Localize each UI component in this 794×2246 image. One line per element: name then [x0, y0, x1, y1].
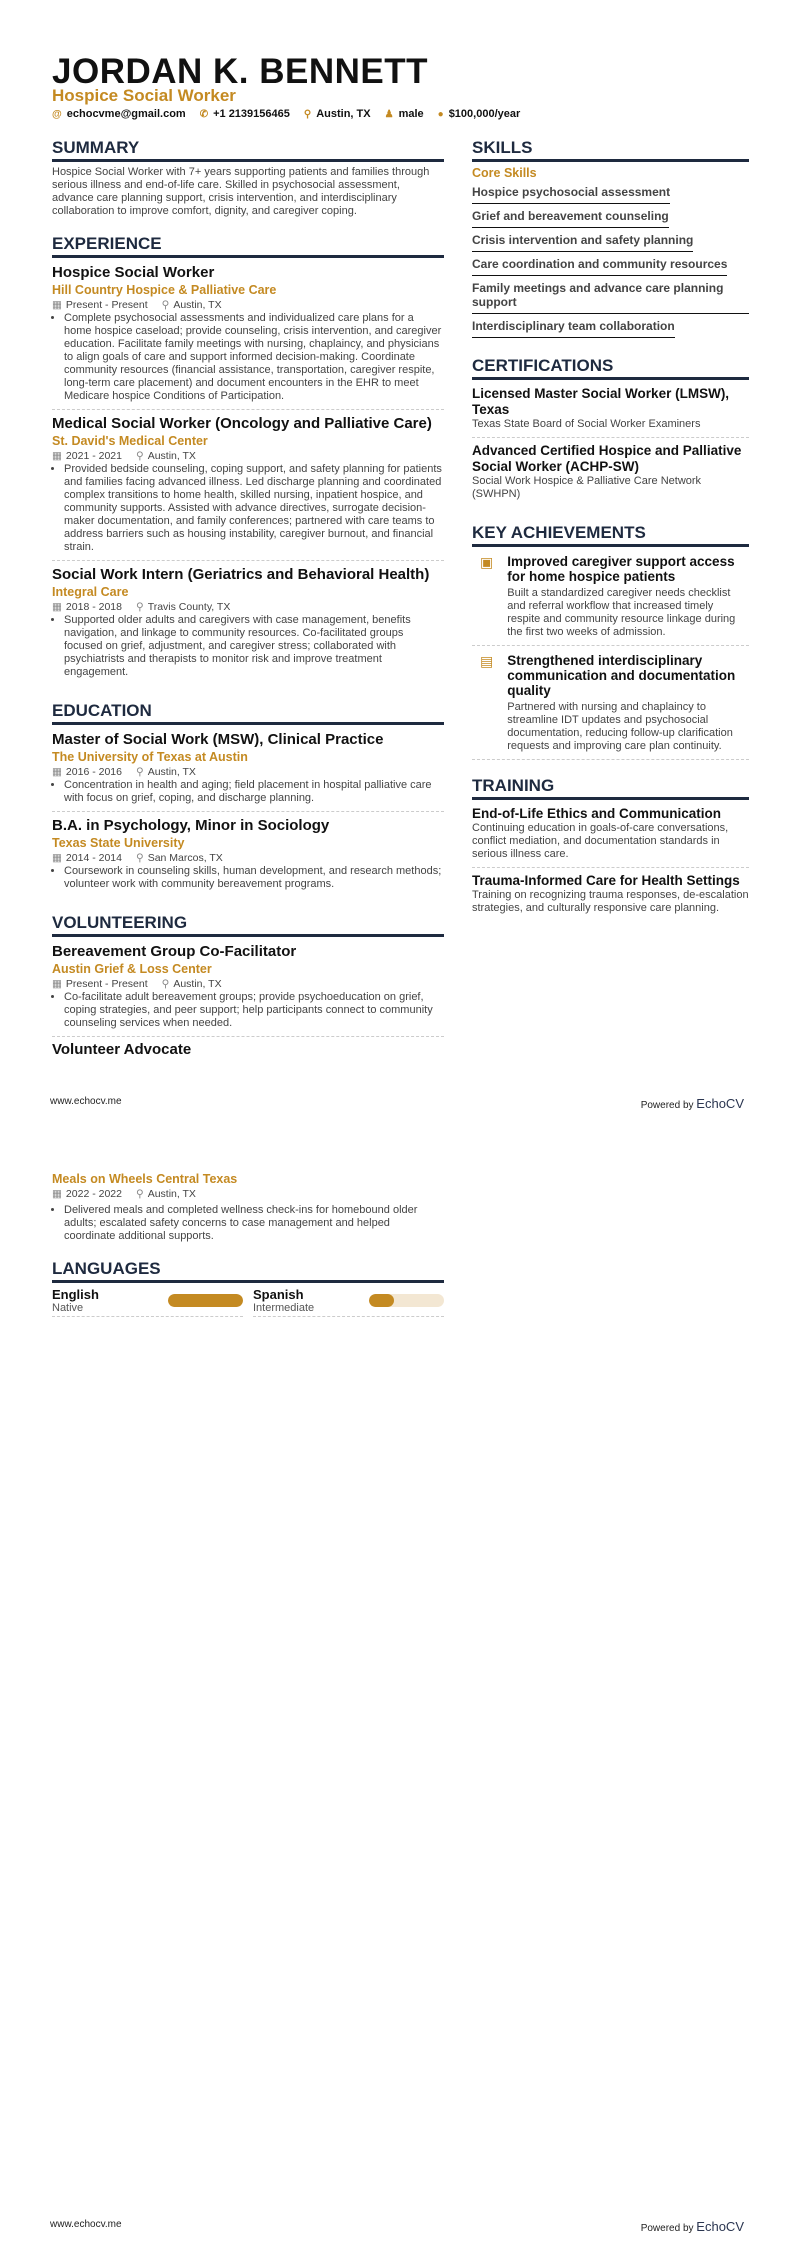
- item-bullet: • Complete psychosocial assessments and individualized care plans for a home hospice caseload; provide counseling, crisis intervention, and caregiver education. Facilitate family meetings with nursing, chaplaincy, and physicians to align goals of care and support informed decision-making. Coordinate community resources (financial assistance, transportation, caregiver respite, long-term care placement) and document encounters in the EHR to meet Medicare hospice Conditions of Participation.: [64, 312, 444, 403]
- location-text: Austin, TX: [316, 108, 371, 120]
- item-title: Volunteer Advocate: [52, 1041, 192, 1058]
- page-footer: [50, 2219, 744, 2234]
- item-location: San Marcos, TX: [147, 852, 223, 864]
- calendar-chart-icon: ▣: [480, 554, 494, 570]
- skill-item: Care coordination and community resources: [472, 254, 727, 276]
- achievement-title: Strengthened interdisciplinary communication and documentation quality: [507, 653, 736, 698]
- item-org: St. David's Medical Center: [52, 434, 208, 448]
- language-item: [52, 1287, 243, 1317]
- item-title: Bereavement Group Co-Facilitator: [52, 943, 297, 960]
- calendar-icon: ▦: [52, 766, 62, 778]
- contact-bar: [52, 108, 520, 120]
- item-location: Austin, TX: [147, 766, 196, 778]
- language-name: Spanish: [253, 1287, 304, 1302]
- certification-issuer: Texas State Board of Social Worker Examiners: [472, 418, 701, 430]
- calendar-icon: ▦: [52, 450, 62, 462]
- volunteer-item: [52, 941, 444, 1037]
- footer-powered: Powered by: [640, 2223, 694, 2234]
- experience-item: [52, 262, 444, 410]
- language-level: Intermediate: [253, 1302, 315, 1314]
- achievement-title: Improved caregiver support access for home hospice patients: [507, 554, 735, 584]
- language-level-bar: [168, 1294, 243, 1307]
- left-column: [52, 122, 444, 1059]
- item-org: Austin Grief & Loss Center: [52, 962, 212, 976]
- language-level-bar: [369, 1294, 444, 1307]
- footer-brand[interactable]: EchoCV: [696, 1096, 744, 1111]
- item-location: Austin, TX: [147, 450, 196, 462]
- language-item: [253, 1287, 444, 1317]
- location-icon: ⚲: [161, 978, 170, 990]
- footer-brand[interactable]: EchoCV: [696, 2219, 744, 2234]
- achievement-item: [472, 650, 749, 760]
- achievement-text: Built a standardized caregiver needs checklist and referral workflow that increased timely respite and community resource linkage during the first two weeks of admission.: [507, 587, 736, 638]
- achievement-text: Partnered with nursing and chaplaincy to streamline IDT updates and psychosocial documentation, reducing follow-up clarification requests and improving care plan continuity.: [507, 701, 733, 752]
- item-bullet: • Coursework in counseling skills, human development, and research methods; volunteer work with community bereavement programs.: [64, 865, 444, 891]
- language-name: English: [52, 1287, 99, 1302]
- item-location: Austin, TX: [173, 978, 222, 990]
- section-title-training: TRAINING: [472, 776, 749, 800]
- item-meta: [52, 977, 444, 991]
- calendar-icon: ▦: [52, 978, 62, 990]
- item-meta: [52, 449, 444, 463]
- item-dates: Present - Present: [65, 299, 148, 311]
- phone-text: +1 2139156465: [213, 108, 290, 120]
- experience-item: [52, 564, 444, 685]
- item-title: Master of Social Work (MSW), Clinical Practice: [52, 731, 384, 748]
- skills-subtitle: Core Skills: [472, 166, 537, 180]
- training-text: Training on recognizing trauma responses, de-escalation strategies, and culturally responsive care planning.: [472, 889, 749, 914]
- location-icon: ⚲: [135, 450, 144, 462]
- section-title-experience: EXPERIENCE: [52, 234, 444, 258]
- gender-text: male: [398, 108, 424, 120]
- item-org: Meals on Wheels Central Texas: [52, 1172, 238, 1186]
- right-column: [472, 122, 749, 924]
- item-meta: [52, 765, 444, 779]
- money-icon: ●: [437, 109, 444, 120]
- item-meta: [52, 851, 444, 865]
- footer-url[interactable]: www.echocv.me: [50, 1096, 122, 1107]
- item-location: Austin, TX: [147, 1188, 196, 1200]
- footer-powered: Powered by: [640, 1100, 694, 1111]
- page-footer: [50, 1096, 744, 1111]
- calendar-icon: ▦: [52, 1188, 62, 1200]
- at-icon: @: [52, 109, 62, 120]
- calendar-icon: ▦: [52, 852, 62, 864]
- contact-location: [304, 108, 371, 120]
- skill-item: Grief and bereavement counseling: [472, 206, 669, 228]
- training-item: [472, 871, 749, 921]
- item-bullet: • Delivered meals and completed wellness check-ins for homebound older adults; escalated safety concerns to case management and helped coordinate additional supports.: [64, 1204, 444, 1243]
- item-meta: [52, 600, 444, 614]
- item-location: Travis County, TX: [147, 601, 231, 613]
- training-title: Trauma-Informed Care for Health Settings: [472, 873, 740, 888]
- location-icon: ⚲: [135, 601, 144, 613]
- item-title: Social Work Intern (Geriatrics and Behavioral Health): [52, 566, 430, 583]
- section-title-certifications: CERTIFICATIONS: [472, 356, 749, 380]
- section-title-summary: SUMMARY: [52, 138, 444, 162]
- certification-issuer: Social Work Hospice & Palliative Care Network (SWHPN): [472, 475, 702, 500]
- certification-item: [472, 384, 749, 438]
- skill-item: Family meetings and advance care planning support: [472, 278, 749, 314]
- item-dates: 2021 - 2021: [65, 450, 122, 462]
- location-icon: ⚲: [135, 852, 144, 864]
- section-title-achievements: KEY ACHIEVEMENTS: [472, 523, 749, 547]
- item-meta: [52, 298, 444, 312]
- skill-item: Hospice psychosocial assessment: [472, 182, 670, 204]
- location-icon: ⚲: [303, 109, 312, 120]
- candidate-name: JORDAN K. BENNETT: [52, 52, 429, 91]
- contact-phone[interactable]: [200, 108, 290, 120]
- item-org: Integral Care: [52, 585, 129, 599]
- calendar-icon: ▦: [52, 601, 62, 613]
- language-level-fill: [168, 1294, 243, 1307]
- item-dates: 2016 - 2016: [65, 766, 122, 778]
- training-text: Continuing education in goals-of-care conversations, conflict mediation, and documentation standards in serious illness care.: [472, 822, 729, 860]
- item-meta: [52, 1187, 444, 1201]
- certification-title: Licensed Master Social Worker (LMSW), Texas: [472, 386, 730, 417]
- item-org: The University of Texas at Austin: [52, 750, 248, 764]
- footer-url[interactable]: www.echocv.me: [50, 2219, 122, 2230]
- education-item: [52, 815, 444, 897]
- item-dates: 2014 - 2014: [65, 852, 122, 864]
- skill-item: Interdisciplinary team collaboration: [472, 316, 675, 338]
- calendar-icon: ▦: [52, 299, 62, 311]
- contact-salary: [438, 108, 521, 120]
- item-title: B.A. in Psychology, Minor in Sociology: [52, 817, 330, 834]
- resume-page-2: [0, 1123, 794, 2246]
- certification-item: [472, 441, 749, 507]
- skill-item: Crisis intervention and safety planning: [472, 230, 693, 252]
- languages-list: [52, 1287, 444, 1317]
- section-title-volunteering: VOLUNTEERING: [52, 913, 444, 937]
- certification-title: Advanced Certified Hospice and Palliative Social Worker (ACHP-SW): [472, 443, 742, 474]
- item-bullet: • Concentration in health and aging; field placement in hospital palliative care with focus on grief, coping, and discharge planning.: [64, 779, 444, 805]
- item-dates: 2022 - 2022: [65, 1188, 122, 1200]
- training-title: End-of-Life Ethics and Communication: [472, 806, 721, 821]
- item-title: Hospice Social Worker: [52, 264, 215, 281]
- archive-box-icon: ▤: [480, 653, 494, 669]
- item-org: Texas State University: [52, 836, 185, 850]
- contact-gender: [385, 108, 424, 120]
- item-bullet: • Supported older adults and caregivers with case management, benefits navigation, and linkage to community resources. Co-facilitated groups focused on grief, adjustment, and caregiver stress; collaborated with psychiatrists and therapists to monitor risk and improve treatment engagement.: [64, 614, 444, 679]
- section-title-skills: SKILLS: [472, 138, 749, 162]
- item-dates: 2018 - 2018: [65, 601, 122, 613]
- left-column: [52, 1171, 444, 1317]
- item-org: Hill Country Hospice & Palliative Care: [52, 283, 277, 297]
- item-location: Austin, TX: [173, 299, 222, 311]
- education-item: [52, 729, 444, 812]
- experience-item: [52, 413, 444, 561]
- item-bullet: • Provided bedside counseling, coping support, and safety planning for patients and families facing advanced illness. Led discharge planning and coordinated complex transitions to home health, skilled nursing, inpatient hospice, and community supports. Assisted with advance directives, surrogate decision-maker documentation, and family conferences; partnered with care teams to address barriers such as housing instability, caregiver burnout, and financial strain.: [64, 463, 444, 554]
- item-title: Medical Social Worker (Oncology and Palliative Care): [52, 415, 432, 432]
- summary-text: Hospice Social Worker with 7+ years supporting patients and families through serious illness and end-of-life care. Skilled in psychosocial assessment, advance care planning support, crisis intervention, and interdisciplinary collaboration to improve comfort, dignity, and caregiver coping.: [52, 166, 430, 217]
- email-text: echocvme@gmail.com: [66, 108, 186, 120]
- training-item: [472, 804, 749, 868]
- section-title-education: EDUCATION: [52, 701, 444, 725]
- achievement-item: [472, 551, 749, 646]
- person-icon: ♟: [384, 109, 394, 120]
- item-bullet: • Co-facilitate adult bereavement groups; provide psychoeducation on grief, coping strategies, and peer support; help participants connect to community counseling services when needed.: [64, 991, 444, 1030]
- item-dates: Present - Present: [65, 978, 148, 990]
- salary-text: $100,000/year: [448, 108, 521, 120]
- section-title-languages: LANGUAGES: [52, 1259, 444, 1283]
- phone-icon: ✆: [199, 109, 209, 120]
- contact-email[interactable]: [52, 108, 186, 120]
- candidate-role: Hospice Social Worker: [52, 86, 236, 105]
- language-level-fill: [369, 1294, 394, 1307]
- language-level: Native: [52, 1302, 84, 1314]
- location-icon: ⚲: [135, 766, 144, 778]
- location-icon: ⚲: [161, 299, 170, 311]
- location-icon: ⚲: [135, 1188, 144, 1200]
